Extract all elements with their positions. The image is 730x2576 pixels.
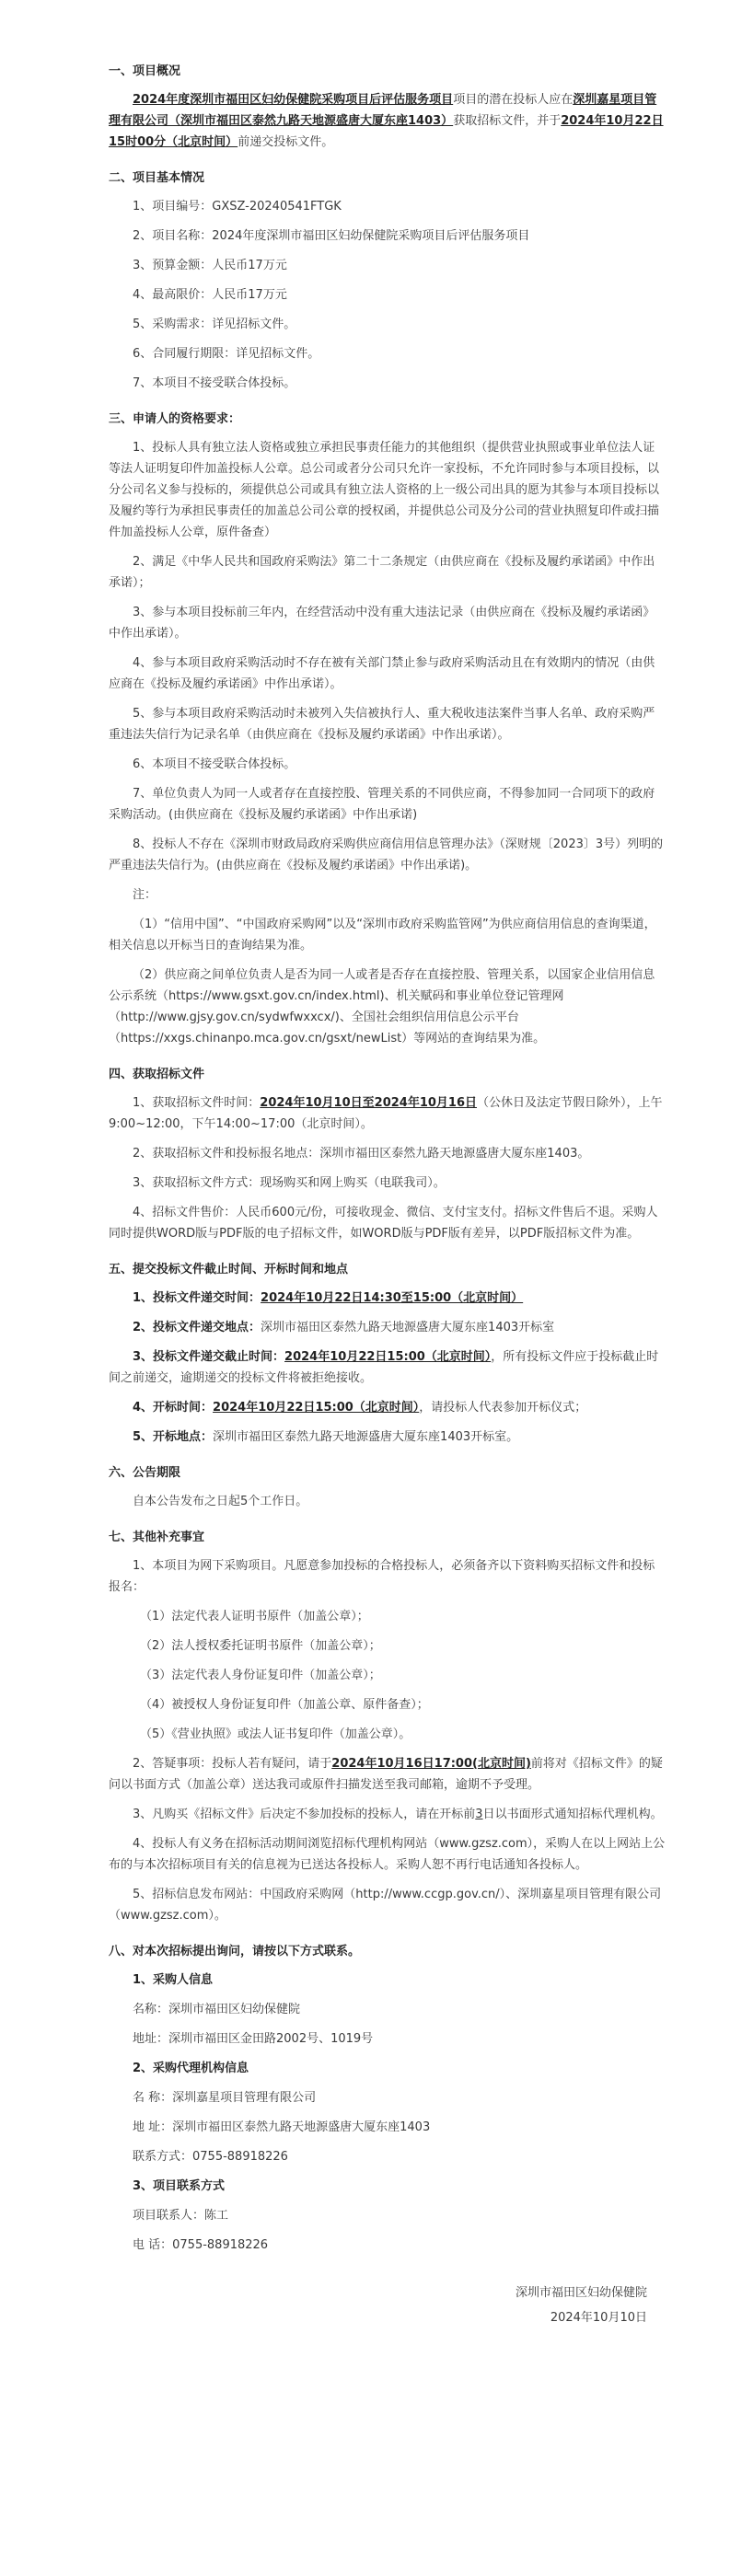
s7-item-2 [109,1753,666,1796]
s8-agency-name: 名 称：深圳嘉星项目管理有限公司 [133,2091,317,2105]
s2-item: 2、项目名称：2024年度深圳市福田区妇幼保健院采购项目后评估服务项目 [133,229,530,243]
text-span: 获取招标文件，并于 [453,114,562,128]
text-span: 4、开标时间： [133,1401,214,1415]
s8-purchaser-address: 地址：深圳市福田区金田路2002号、1019号 [133,2032,374,2046]
s4-item: 2、获取招标文件和投标报名地点：深圳市福田区泰然九路天地源盛唐大厦东座1403。 [133,1147,590,1161]
text-span: ，所有投标文件应于投标截止时间之前递交，逾期递交的投标文件将被拒绝接收。 [109,1350,659,1385]
s2-item: 5、采购需求：详见招标文件。 [133,318,296,331]
s3-item: 5、参与本项目政府采购活动时未被列入失信被执行人、重大税收违法案件当事人名单、政府采购严重违法失信行为记录名单（由供应商在《投标及履约承诺函》中作出承诺）。 [109,707,655,742]
qa-deadline-highlight: 2024年10月16日17:00(北京时间) [331,1757,531,1771]
submit-deadline-highlight: 2024年10月22日15:00（北京时间） [284,1350,492,1364]
signature-date: 2024年10月10日 [550,2311,647,2325]
s5-item-2 [109,1317,666,1338]
s7-item-3 [109,1804,666,1825]
s3-item: 2、满足《中华人民共和国政府采购法》第二十二条规定（由供应商在《投标及履约承诺函》中作出承诺）； [109,555,655,590]
text-span: 日以书面形式通知招标代理机构。 [482,1808,663,1821]
s4-item-1 [109,1092,666,1135]
s7-item-4: 4、投标人有义务在招标活动期间浏览招标代理机构网站（www.gzsz.com），采购人在以上网站上公布的与本次招标项目有关的信息视为已送达各投标人。采购人恕不再行电话通知各投标人。 [109,1837,666,1872]
s2-item: 3、预算金额：人民币17万元 [133,259,287,272]
text-span: 前递交投标文件。 [238,135,334,149]
s8-purchaser-title: 1、采购人信息 [133,1973,214,1987]
text-span: 2、答疑事项：投标人若有疑问，请于 [133,1757,332,1771]
text-span: 3、凡购买《招标文件》后决定不参加投标的投标人，请在开标前 [133,1808,476,1821]
text-span: 5、开标地点： [133,1430,214,1444]
s3-item: 3、参与本项目投标前三年内，在经营活动中没有重大违法记录（由供应商在《投标及履约承诺函》中作出承诺）。 [109,606,655,641]
s7-sub-item: （2）法人授权委托证明书原件（加盖公章）； [140,1639,381,1653]
s7-sub-item: （1）法定代表人证明书原件（加盖公章）； [140,1610,369,1623]
section-6-title: 六、公告期限 [109,1466,181,1480]
section-7-title: 七、其他补充事宜 [109,1531,205,1544]
project-name-highlight: 2024年度深圳市福田区妇幼保健院采购项目后评估服务项目 [133,93,454,107]
signature-org: 深圳市福田区妇幼保健院 [515,2286,647,2300]
s3-note: （1）“信用中国”、“中国政府采购网”以及“深圳市政府采购监管网”为供应商信用信息的查询渠道，相关信息以开标当日的查询结果为准。 [109,918,656,953]
s8-agency-phone: 联系方式：0755-88918226 [133,2150,288,2164]
s5-item-3 [109,1346,666,1389]
s8-contact-title: 3、项目联系方式 [133,2179,226,2193]
section-2-title: 二、项目基本情况 [109,171,205,185]
s8-agency-address: 地 址：深圳市福田区泰然九路天地源盛唐大厦东座1403 [133,2120,431,2134]
section-1-title: 一、项目概况 [109,64,181,78]
text-span: 前将对《招标文件》的疑问以书面方式（加盖公章）送达我司或原件扫描发送至我司邮箱，逾期不予受理。 [109,1757,663,1792]
section-4-title: 四、获取招标文件 [109,1068,205,1081]
section-3-title: 三、申请人的资格要求： [109,412,241,426]
section-8-title: 八、对本次招标提出询问，请按以下方式联系。 [109,1945,361,1958]
submit-time-highlight: 2024年10月22日14:30至15:00（北京时间） [261,1291,524,1305]
s2-item: 4、最高限价：人民币17万元 [133,288,287,302]
s3-item: 4、参与本项目政府采购活动时不存在被有关部门禁止参与政府采购活动且在有效期内的情况（由供应商在《投标及履约承诺函》中作出承诺）。 [109,656,655,691]
days-highlight: 3 [475,1808,483,1821]
s7-sub-item: （5）《营业执照》或法人证书复印件（加盖公章）。 [140,1727,411,1741]
s5-item-5 [109,1427,666,1448]
text-span: 深圳市福田区泰然九路天地源盛唐大厦东座1403开标室 [261,1321,555,1334]
text-span: 2、投标文件递交地点： [133,1321,261,1334]
text-span: 1、投标文件递交时间： [133,1291,261,1305]
s5-item-4 [109,1397,666,1418]
s7-item-1: 1、本项目为网下采购项目。凡愿意参加投标的合格投标人，必须备齐以下资料购买招标文件和投标报名： [109,1559,655,1594]
text-span: 1、获取招标文件时间： [133,1096,261,1110]
s2-item: 7、本项目不接受联合体投标。 [133,376,296,390]
s3-item: 1、投标人具有独立法人资格或独立承担民事责任能力的其他组织（提供营业执照或事业单位法人证等法人证明复印件加盖投标人公章。总公司或者分公司只允许一家投标，不允许同时参与本项目投标，以分公司名义参与投标的，须提供总公司或具有独立法人资格的上一级公司出具的愿为其参与本项目投标以及履约等行为承担民事责任的加盖总公司公章的授权函，并提供总公司及分公司的营业执照复印件或扫描件加盖投标人公章，原件备查） [109,441,660,539]
text-span: 深圳市福田区泰然九路天地源盛唐大厦东座1403开标室。 [213,1430,519,1444]
s3-item: 8、投标人不存在《深圳市财政局政府采购供应商信用信息管理办法》（深财规〔2023〕3号）列明的严重违法失信行为。(由供应商在《投标及履约承诺函》中作出承诺)。 [109,837,664,872]
s8-purchaser-name: 名称：深圳市福田区妇幼保健院 [133,2003,301,2016]
s4-item: 3、获取招标文件方式：现场购买和网上购买（电联我司）。 [133,1176,446,1190]
s3-item: 6、本项目不接受联合体投标。 [133,757,296,771]
s3-item: 7、单位负责人为同一人或者存在直接控股、管理关系的不同供应商，不得参加同一合同项下的政府采购活动。(由供应商在《投标及履约承诺函》中作出承诺) [109,787,655,822]
s4-item: 4、招标文件售价：人民币600元/份，可接收现金、微信、支付宝支付。招标文件售后不退。采购人同时提供WORD版与PDF版的电子招标文件，如WORD版与PDF版有差异，以PDF版招标文件为准。 [109,1206,658,1241]
section-5-title: 五、提交投标文件截止时间、开标时间和地点 [109,1263,349,1276]
s3-note: （2）供应商之间单位负责人是否为同一人或者是否存在直接控股、管理关系，以国家企业信用信息公示系统（https://www.gsxt.gov.cn/index.html)、机关赋码和事业单位登记管理网（http://www.gjsy.gov.cn/sydwfwxxcx/)、全国社会组织信用信息公示平台（https://xxgs.chinanpo.mca.gov.cn/gsxt/newList）等网站的查询结果为准。 [109,968,655,1045]
s5-item-1 [109,1288,666,1309]
text-span: 项目的潜在投标人应在 [453,93,574,107]
text-span: （公休日及法定节假日除外），上午9:00~12:00，下午14:00~17:00（北京时间）。 [109,1096,663,1131]
purchase-period-highlight: 2024年10月10日至2024年10月16日 [260,1096,478,1110]
s2-item: 6、合同履行期限：详见招标文件。 [133,347,320,361]
s6-text: 自本公告发布之日起5个工作日。 [133,1495,308,1508]
s3-note-label: 注： [133,888,157,902]
s7-sub-item: （3）法定代表人身份证复印件（加盖公章）； [140,1669,381,1682]
opening-time-highlight: 2024年10月22日15:00（北京时间） [213,1401,420,1415]
s8-contact-phone: 电 话：0755-88918226 [133,2238,269,2252]
text-span: ，请投标人代表参加开标仪式； [419,1401,587,1415]
s7-sub-item: （4）被授权人身份证复印件（加盖公章、原件备查）； [140,1698,429,1712]
s8-contact-person: 项目联系人：陈工 [133,2209,229,2223]
section-1-paragraph [109,89,666,153]
agency-highlight: 深圳嘉星项目管理有限公司（深圳市福田区泰然九路天地源盛唐大厦东座1403） [109,93,657,128]
s7-item-5: 5、招标信息发布网站：中国政府采购网（http://www.ccgp.gov.cn/）、深圳嘉星项目管理有限公司（www.gzsz.com）。 [109,1888,662,1923]
deadline-highlight: 2024年10月22日15时00分（北京时间） [109,114,664,149]
s2-item: 1、项目编号：GXSZ-20240541FTGK [133,200,342,214]
s8-agency-title: 2、采购代理机构信息 [133,2062,249,2075]
text-span: 3、投标文件递交截止时间： [133,1350,285,1364]
